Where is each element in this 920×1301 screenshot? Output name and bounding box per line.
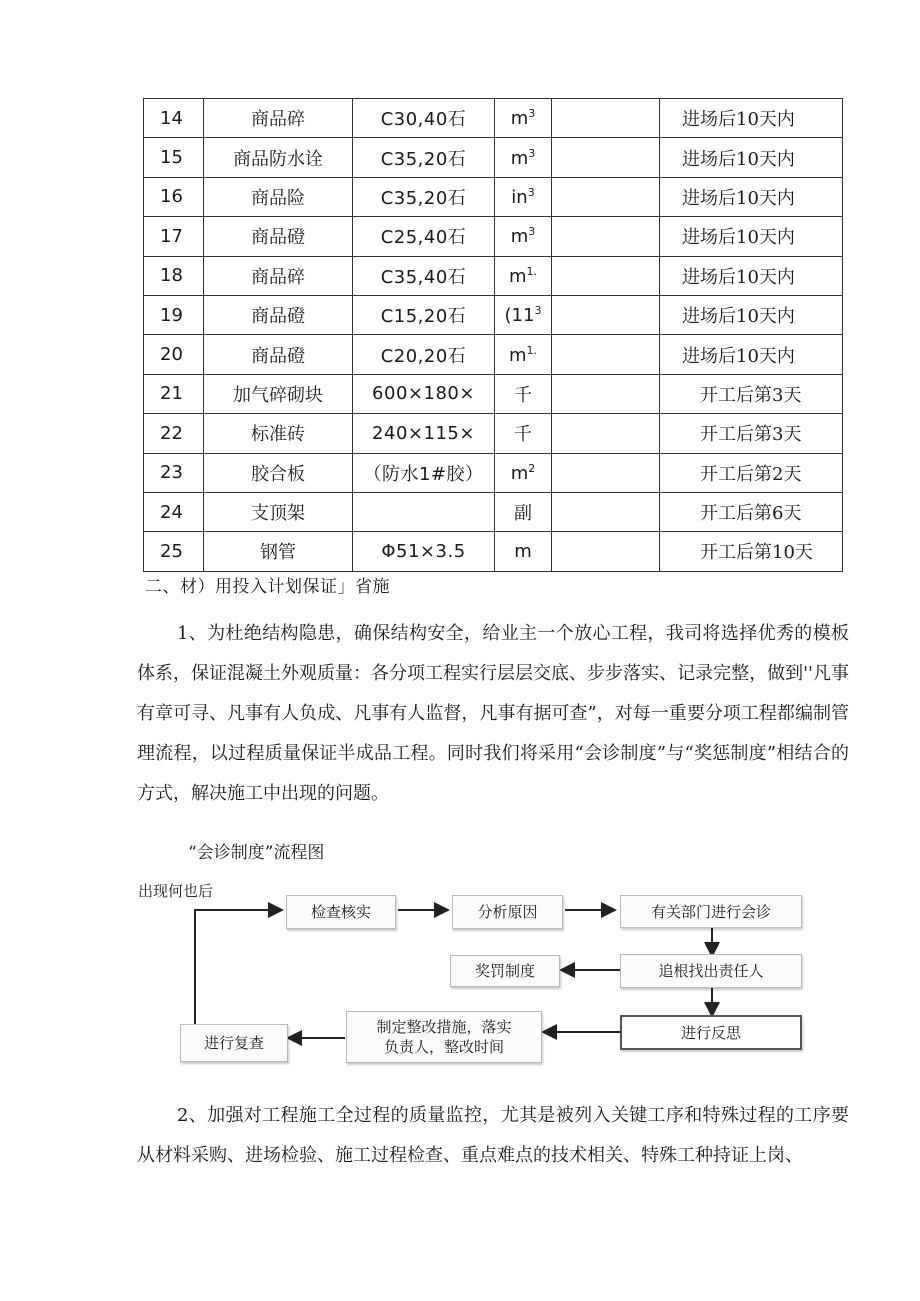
delivery-time-text: 进场后10天内: [682, 266, 795, 288]
row-number-text: 14: [160, 107, 183, 129]
material-unit-text: m: [508, 265, 527, 287]
row-number-text: 20: [160, 344, 183, 366]
material-spec-text: Φ51×3.5: [381, 540, 466, 562]
material-spec-text: C20,20石: [380, 345, 467, 367]
row-number-text: 22: [160, 422, 183, 444]
paragraph-2: [137, 1096, 849, 1176]
material-unit-text: 千: [514, 424, 532, 446]
delivery-time-text: 进场后10天内: [682, 109, 795, 131]
delivery-time-text: 开工后第10天: [700, 542, 813, 564]
row-number-text: 16: [160, 186, 183, 208]
section-caption: 二、材）用投入计划保证」省施: [145, 577, 390, 597]
flow-box-reward: 奖罚制度: [450, 955, 560, 987]
loop-arrow: [195, 910, 280, 1025]
material-unit-text: m: [514, 541, 532, 563]
unit-superscript: 3: [528, 146, 536, 160]
material-unit-text: m: [510, 108, 529, 130]
delivery-time-text: 开工后第3天: [700, 384, 802, 406]
row-number-text: 24: [160, 501, 183, 523]
row-number-text: 19: [160, 304, 183, 326]
delivery-time-text: 进场后10天内: [682, 148, 795, 170]
material-spec-text: C35,40石: [380, 266, 467, 288]
material-unit-text: (11: [504, 305, 535, 327]
unit-superscript: 3: [528, 107, 536, 121]
unit-superscript: 3: [534, 304, 542, 318]
delivery-time-text: 进场后10天内: [682, 227, 795, 249]
delivery-time-text: 开工后第3天: [700, 424, 802, 446]
row-number-text: 15: [160, 147, 183, 169]
delivery-time-text: 进场后10天内: [682, 187, 795, 209]
material-unit-text: m: [510, 226, 529, 248]
material-unit-text: m: [510, 462, 529, 484]
flow-box-reflect: 进行反思: [620, 1015, 802, 1050]
flowchart-note: 出现何也后: [138, 882, 214, 900]
flow-box-trace: 追根找出责任人: [620, 954, 802, 988]
row-number-text: 23: [160, 462, 183, 484]
unit-superscript: 3: [527, 185, 535, 199]
material-unit-text: m: [510, 147, 529, 169]
unit-superscript: 1.: [526, 264, 538, 278]
row-number-text: 17: [160, 225, 183, 247]
material-name-text: 钢管: [260, 542, 296, 564]
paragraph-2-text: 2、加强对工程施工全过程的质量监控，尤其是被列入关键工序和特殊过程的工序要从材料采购、进场检验、施工过程检查、重点难点的技术相关、特殊工种持证上岗、: [137, 1105, 849, 1166]
flow-box-measures: 制定整改措施，落实负责人，整改时间: [346, 1011, 542, 1063]
delivery-time-text: 开工后第6天: [700, 503, 802, 525]
delivery-time-text: 进场后10天内: [682, 306, 795, 328]
material-name-text: 商品险: [251, 187, 305, 209]
material-spec-text: C30,40石: [380, 109, 467, 131]
material-spec-text: C15,20石: [380, 306, 467, 328]
material-spec-text: （防水1#胶）: [363, 463, 484, 485]
material-name-text: 加气碎砌块: [233, 384, 323, 406]
delivery-time-text: 开工后第2天: [700, 463, 802, 485]
material-name-text: 标准砖: [251, 424, 305, 446]
unit-superscript: 3: [528, 225, 536, 239]
flow-box-consult: 有关部门进行会诊: [620, 895, 802, 928]
row-number-text: 21: [160, 383, 183, 405]
paragraph-1-text: 1、为杜绝结构隐患，确保结构安全，给业主一个放心工程，我司将选择优秀的模板体系，保证混凝土外观质量：各分项工程实行层层交底、步步落实、记录完整，做到''凡事有章可寻、凡事有人负成、凡事有人监督，凡事有据可查”，对每一重要分项工程都编制管理流程，以过程质量保证半成品工程。同时我们将采用“会诊制度”与“奖惩制度”相结合的方式，解决施工中出现的问题。: [137, 623, 849, 804]
material-unit-text: m: [508, 344, 527, 366]
material-unit-text: 千: [514, 384, 532, 406]
unit-superscript: 2: [528, 461, 536, 475]
material-name-text: 商品防水诠: [233, 148, 323, 170]
material-name-text: 胶合板: [251, 463, 305, 485]
delivery-time-text: 进场后10天内: [682, 345, 795, 367]
material-spec-text: C35,20石: [380, 187, 467, 209]
flow-box-check: 检查核实: [286, 895, 396, 929]
unit-superscript: 1.: [526, 343, 538, 357]
material-name-text: 商品磴: [251, 306, 305, 328]
row-number-text: 18: [160, 265, 183, 287]
material-spec-text: C35,20石: [380, 148, 467, 170]
material-name-text: 商品碎: [251, 266, 305, 288]
material-spec-text: 600×180×: [372, 383, 475, 405]
flow-box-recheck: 进行复查: [180, 1024, 288, 1062]
material-name-text: 商品磴: [251, 227, 305, 249]
material-name-text: 支顶架: [251, 503, 305, 525]
flowchart-title: “会诊制度”流程图: [188, 843, 325, 863]
material-spec-text: 240×115×: [372, 422, 475, 444]
material-spec-text: C25,40石: [380, 227, 467, 249]
row-number-text: 25: [160, 540, 183, 562]
material-name-text: 商品碎: [251, 109, 305, 131]
material-name-text: 商品磴: [251, 345, 305, 367]
flow-box-analyze: 分析原因: [452, 895, 563, 929]
material-unit-text: in: [511, 186, 528, 208]
material-unit-text: 副: [514, 503, 532, 525]
